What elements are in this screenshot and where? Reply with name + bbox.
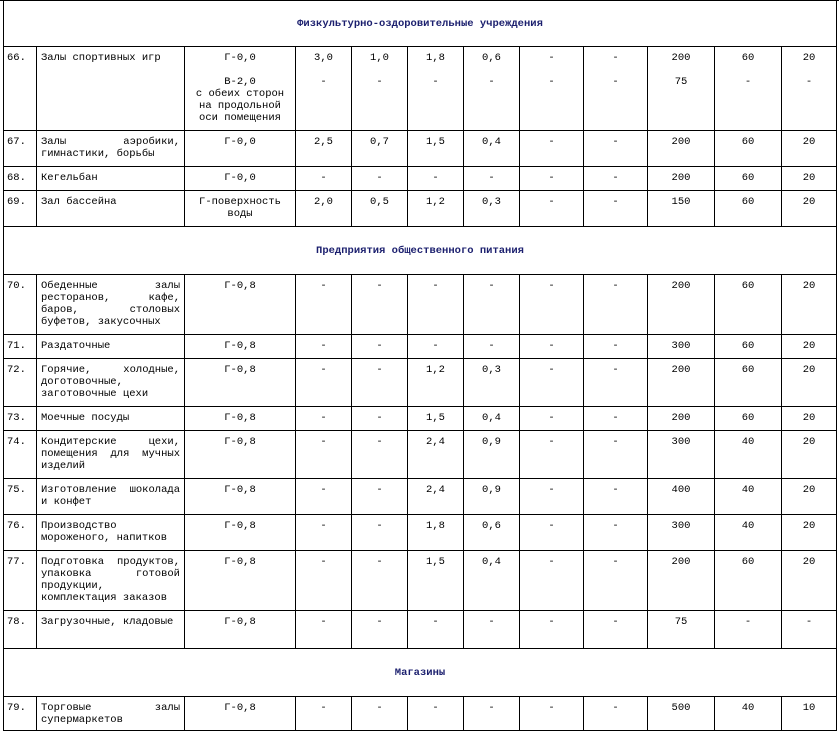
value-cell-c1: - bbox=[296, 431, 352, 479]
row-number: 67. bbox=[4, 131, 37, 167]
value-cell-c4: 0,9 bbox=[464, 431, 520, 479]
value-cell-c7: 75 bbox=[648, 611, 715, 649]
value-cell-c6: - bbox=[584, 275, 648, 335]
value-cell-c7: 300 bbox=[648, 335, 715, 359]
value-cell-c2: 0,7 bbox=[352, 131, 408, 167]
table-row bbox=[4, 431, 837, 479]
row-number: 70. bbox=[4, 275, 37, 335]
value-cell-c1: - bbox=[296, 335, 352, 359]
value-cell-c2: - bbox=[352, 611, 408, 649]
value-cell-c2: - bbox=[352, 335, 408, 359]
value-cell-c5: - bbox=[520, 431, 584, 479]
value-cell-c4: - bbox=[464, 697, 520, 731]
value-cell-c4: 0,4 bbox=[464, 407, 520, 431]
row-number: 73. bbox=[4, 407, 37, 431]
lighting-norms-table bbox=[3, 0, 837, 731]
value-cell-c1: 2,0 bbox=[296, 191, 352, 227]
value-cell-c6: - bbox=[584, 551, 648, 611]
value-cell-c3: 1,2 bbox=[408, 191, 464, 227]
value-cell-c5: - bbox=[520, 191, 584, 227]
value-cell-c3: - bbox=[408, 167, 464, 191]
value-cell-c9: 20 bbox=[782, 275, 837, 335]
value-cell-c6: - bbox=[584, 191, 648, 227]
table-row bbox=[4, 131, 837, 167]
value-cell-c9-secondary: - bbox=[805, 76, 813, 88]
value-cell-c9: 20 bbox=[782, 407, 837, 431]
value-cell-c1: 2,5 bbox=[296, 131, 352, 167]
table-row bbox=[4, 191, 837, 227]
row-number: 72. bbox=[4, 359, 37, 407]
value-cell-c4: 0,3 bbox=[464, 359, 520, 407]
value-cell-c1: - bbox=[296, 407, 352, 431]
value-cell-c2: 0,5 bbox=[352, 191, 408, 227]
value-cell-c3: - bbox=[408, 611, 464, 649]
value-cell-c2: - bbox=[352, 275, 408, 335]
value-cell-c1: - bbox=[296, 167, 352, 191]
value-cell-c4: - bbox=[464, 167, 520, 191]
surface-cell: Г-0,8 bbox=[185, 697, 296, 731]
value-cell-c6: - bbox=[584, 131, 648, 167]
section-title: Магазины bbox=[4, 649, 837, 697]
value-cell-c7 bbox=[648, 47, 715, 131]
value-cell-c7: 200 bbox=[648, 275, 715, 335]
value-cell-c1 bbox=[296, 47, 352, 131]
table-row bbox=[4, 407, 837, 431]
value-cell-c9-primary: 20 bbox=[802, 52, 816, 64]
table-row bbox=[4, 359, 837, 407]
value-cell-c1: - bbox=[296, 359, 352, 407]
value-cell-c4: - bbox=[464, 611, 520, 649]
value-cell-c6-secondary: - bbox=[612, 76, 619, 88]
value-cell-c9: - bbox=[782, 611, 837, 649]
table-row bbox=[4, 479, 837, 515]
value-cell-c9: 10 bbox=[782, 697, 837, 731]
surface-cell: Г-поверхность воды bbox=[185, 191, 296, 227]
surface-cell: Г-0,8 bbox=[185, 359, 296, 407]
value-cell-c4: 0,9 bbox=[464, 479, 520, 515]
value-cell-c9: 20 bbox=[782, 359, 837, 407]
table-row bbox=[4, 515, 837, 551]
section-title: Предприятия общественного питания bbox=[4, 227, 837, 275]
table-row bbox=[4, 47, 837, 131]
section-title: Физкультурно-оздоровительные учреждения bbox=[4, 1, 837, 47]
value-cell-c5: - bbox=[520, 611, 584, 649]
value-cell-c5: - bbox=[520, 131, 584, 167]
value-cell-c5: - bbox=[520, 407, 584, 431]
value-cell-c4: 0,6 bbox=[464, 515, 520, 551]
value-cell-c9: 20 bbox=[782, 131, 837, 167]
value-cell-c9: 20 bbox=[782, 551, 837, 611]
room-name: Раздаточные bbox=[37, 335, 185, 359]
value-cell-c7-primary: 200 bbox=[671, 52, 691, 64]
value-cell-c6: - bbox=[584, 335, 648, 359]
value-cell-c7: 200 bbox=[648, 551, 715, 611]
value-cell-c8: 40 bbox=[715, 479, 782, 515]
table-row bbox=[4, 275, 837, 335]
value-cell-c6: - bbox=[584, 407, 648, 431]
value-cell-c5 bbox=[520, 47, 584, 131]
value-cell-c7-secondary: 75 bbox=[674, 76, 688, 88]
value-cell-c3: 1,5 bbox=[408, 551, 464, 611]
room-name: Кондитерские цехи, помещения для мучных изделий bbox=[37, 431, 185, 479]
value-cell-c9: 20 bbox=[782, 167, 837, 191]
value-cell-c8: 60 bbox=[715, 407, 782, 431]
value-cell-c8: 40 bbox=[715, 431, 782, 479]
value-cell-c2: - bbox=[352, 479, 408, 515]
value-cell-c8: 40 bbox=[715, 697, 782, 731]
surface-cell: Г-0,0 bbox=[185, 167, 296, 191]
room-name: Изготовление шоколада и конфет bbox=[37, 479, 185, 515]
surface-cell: Г-0,8 bbox=[185, 515, 296, 551]
table-row bbox=[4, 167, 837, 191]
surface-cell: Г-0,8 bbox=[185, 431, 296, 479]
room-name: Залы спортивных игр bbox=[37, 47, 185, 131]
value-cell-c7: 200 bbox=[648, 131, 715, 167]
value-cell-c1: - bbox=[296, 611, 352, 649]
value-cell-c2-primary: 1,0 bbox=[370, 52, 389, 64]
value-cell-c6-primary: - bbox=[612, 52, 619, 64]
value-cell-c8: 60 bbox=[715, 551, 782, 611]
surface-cell bbox=[185, 47, 296, 131]
value-cell-c8-primary: 60 bbox=[741, 52, 755, 64]
value-cell-c2-secondary: - bbox=[376, 76, 383, 88]
surface-cell: Г-0,8 bbox=[185, 407, 296, 431]
value-cell-c2: - bbox=[352, 551, 408, 611]
value-cell-c3: - bbox=[408, 697, 464, 731]
value-cell-c3: 1,8 bbox=[408, 515, 464, 551]
value-cell-c5: - bbox=[520, 275, 584, 335]
section-header-row bbox=[4, 649, 837, 697]
value-cell-c3: 1,5 bbox=[408, 131, 464, 167]
value-cell-c4-primary: 0,6 bbox=[482, 52, 501, 64]
surface-cell: Г-0,8 bbox=[185, 479, 296, 515]
value-cell-c7: 200 bbox=[648, 359, 715, 407]
value-cell-c3: - bbox=[408, 275, 464, 335]
surface-cell-secondary: В-2,0 с обеих сторон на продольной оси помещения bbox=[195, 76, 285, 124]
value-cell-c1: - bbox=[296, 515, 352, 551]
room-name: Подготовка продуктов, упаковка готовой продукции, комплектация заказов bbox=[37, 551, 185, 611]
value-cell-c6: - bbox=[584, 697, 648, 731]
row-number: 66. bbox=[4, 47, 37, 131]
value-cell-c9: 20 bbox=[782, 431, 837, 479]
value-cell-c3-primary: 1,8 bbox=[426, 52, 445, 64]
value-cell-c1: - bbox=[296, 697, 352, 731]
value-cell-c3: 2,4 bbox=[408, 479, 464, 515]
room-name: Горячие, холодные, доготовочные, заготовочные цехи bbox=[37, 359, 185, 407]
value-cell-c8: 60 bbox=[715, 167, 782, 191]
room-name: Залы аэробики, гимнастики, борьбы bbox=[37, 131, 185, 167]
value-cell-c8 bbox=[715, 47, 782, 131]
value-cell-c2: - bbox=[352, 167, 408, 191]
value-cell-c3: - bbox=[408, 335, 464, 359]
value-cell-c4: - bbox=[464, 275, 520, 335]
value-cell-c6: - bbox=[584, 515, 648, 551]
value-cell-c2: - bbox=[352, 359, 408, 407]
value-cell-c1-primary: 3,0 bbox=[314, 52, 333, 64]
surface-cell: Г-0,8 bbox=[185, 335, 296, 359]
row-number: 79. bbox=[4, 697, 37, 731]
row-number: 77. bbox=[4, 551, 37, 611]
room-name: Кегельбан bbox=[37, 167, 185, 191]
value-cell-c6: - bbox=[584, 431, 648, 479]
value-cell-c7: 500 bbox=[648, 697, 715, 731]
value-cell-c8: 60 bbox=[715, 275, 782, 335]
row-number: 74. bbox=[4, 431, 37, 479]
value-cell-c4: 0,4 bbox=[464, 131, 520, 167]
section-header-row bbox=[4, 1, 837, 47]
value-cell-c8: 60 bbox=[715, 191, 782, 227]
value-cell-c7: 300 bbox=[648, 431, 715, 479]
value-cell-c9 bbox=[782, 47, 837, 131]
value-cell-c6 bbox=[584, 47, 648, 131]
value-cell-c8: 60 bbox=[715, 335, 782, 359]
value-cell-c2: - bbox=[352, 431, 408, 479]
value-cell-c1: - bbox=[296, 479, 352, 515]
table-row bbox=[4, 611, 837, 649]
row-number: 71. bbox=[4, 335, 37, 359]
room-name: Зал бассейна bbox=[37, 191, 185, 227]
value-cell-c4: 0,3 bbox=[464, 191, 520, 227]
value-cell-c5: - bbox=[520, 335, 584, 359]
value-cell-c5: - bbox=[520, 551, 584, 611]
value-cell-c8: 60 bbox=[715, 131, 782, 167]
value-cell-c1: - bbox=[296, 275, 352, 335]
value-cell-c7: 200 bbox=[648, 167, 715, 191]
value-cell-c4-secondary: - bbox=[488, 76, 495, 88]
surface-cell: Г-0,8 bbox=[185, 611, 296, 649]
section-header-row bbox=[4, 227, 837, 275]
table-row bbox=[4, 551, 837, 611]
table-row bbox=[4, 335, 837, 359]
room-name: Загрузочные, кладовые bbox=[37, 611, 185, 649]
row-number: 76. bbox=[4, 515, 37, 551]
value-cell-c1-secondary: - bbox=[320, 76, 327, 88]
value-cell-c7: 400 bbox=[648, 479, 715, 515]
value-cell-c1: - bbox=[296, 551, 352, 611]
value-cell-c2: - bbox=[352, 697, 408, 731]
room-name: Обеденные залы ресторанов, кафе, баров, столовых буфетов, закусочных bbox=[37, 275, 185, 335]
value-cell-c8: 60 bbox=[715, 359, 782, 407]
value-cell-c6: - bbox=[584, 167, 648, 191]
value-cell-c2: - bbox=[352, 515, 408, 551]
value-cell-c3: 1,2 bbox=[408, 359, 464, 407]
value-cell-c9: 20 bbox=[782, 335, 837, 359]
value-cell-c5: - bbox=[520, 479, 584, 515]
value-cell-c3-secondary: - bbox=[432, 76, 439, 88]
value-cell-c7: 300 bbox=[648, 515, 715, 551]
value-cell-c5: - bbox=[520, 359, 584, 407]
value-cell-c3: 1,5 bbox=[408, 407, 464, 431]
value-cell-c8: - bbox=[715, 611, 782, 649]
value-cell-c9: 20 bbox=[782, 191, 837, 227]
surface-cell-primary: Г-0,0 bbox=[224, 52, 256, 64]
value-cell-c4: - bbox=[464, 335, 520, 359]
row-number: 75. bbox=[4, 479, 37, 515]
value-cell-c5-secondary: - bbox=[548, 76, 555, 88]
room-name: Торговые залы супермаркетов bbox=[37, 697, 185, 731]
value-cell-c9: 20 bbox=[782, 479, 837, 515]
value-cell-c2 bbox=[352, 47, 408, 131]
row-number: 69. bbox=[4, 191, 37, 227]
row-number: 68. bbox=[4, 167, 37, 191]
value-cell-c4 bbox=[464, 47, 520, 131]
surface-cell: Г-0,0 bbox=[185, 131, 296, 167]
value-cell-c3: 2,4 bbox=[408, 431, 464, 479]
value-cell-c6: - bbox=[584, 479, 648, 515]
value-cell-c7: 200 bbox=[648, 407, 715, 431]
value-cell-c5: - bbox=[520, 167, 584, 191]
value-cell-c2: - bbox=[352, 407, 408, 431]
value-cell-c9: 20 bbox=[782, 515, 837, 551]
value-cell-c7: 150 bbox=[648, 191, 715, 227]
row-number: 78. bbox=[4, 611, 37, 649]
value-cell-c5-primary: - bbox=[548, 52, 555, 64]
value-cell-c8-secondary: - bbox=[744, 76, 752, 88]
value-cell-c5: - bbox=[520, 697, 584, 731]
surface-cell: Г-0,8 bbox=[185, 275, 296, 335]
surface-cell: Г-0,8 bbox=[185, 551, 296, 611]
value-cell-c6: - bbox=[584, 611, 648, 649]
value-cell-c5: - bbox=[520, 515, 584, 551]
table-row bbox=[4, 697, 837, 731]
room-name: Моечные посуды bbox=[37, 407, 185, 431]
value-cell-c6: - bbox=[584, 359, 648, 407]
value-cell-c3 bbox=[408, 47, 464, 131]
value-cell-c8: 40 bbox=[715, 515, 782, 551]
room-name: Производство мороженого, напитков bbox=[37, 515, 185, 551]
value-cell-c4: 0,4 bbox=[464, 551, 520, 611]
